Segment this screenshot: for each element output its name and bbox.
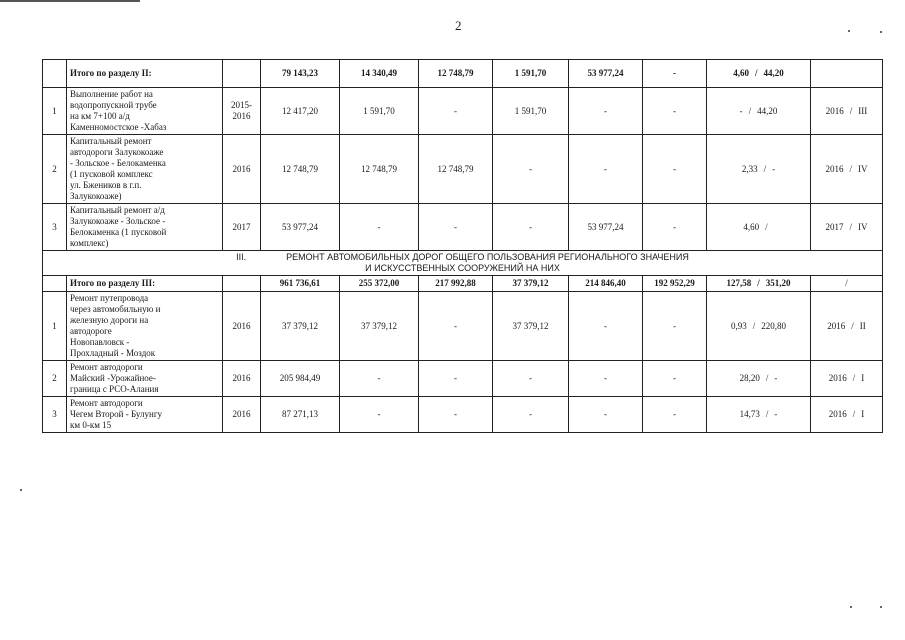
section3-total-km bbox=[707, 276, 811, 292]
description-line: Белокаменка (1 пусковой bbox=[70, 227, 167, 237]
empty-cell bbox=[43, 276, 67, 292]
row-period bbox=[811, 397, 883, 433]
description-line: граница с РСО-Алания bbox=[70, 384, 159, 394]
section3-total-c5: 192 952,29 bbox=[643, 276, 707, 292]
p-q: III bbox=[858, 105, 868, 116]
p-q: II bbox=[859, 320, 866, 331]
row-description bbox=[67, 135, 223, 204]
description-line: Ремонт автодороги bbox=[70, 398, 143, 408]
row-km bbox=[707, 135, 811, 204]
description-line: Майский -Урожайное- bbox=[70, 373, 156, 383]
scan-speck bbox=[850, 606, 852, 608]
section3-title-line1: РЕМОНТ АВТОМОБИЛЬНЫХ ДОРОГ ОБЩЕГО ПОЛЬЗОВАНИЯ РЕГИОНАЛЬНОГО ЗНАЧЕНИЯ bbox=[286, 252, 689, 262]
km-b: 44,20 bbox=[757, 105, 778, 116]
row-km bbox=[707, 204, 811, 251]
year-line: 2016 bbox=[232, 111, 251, 121]
km-a: 2,33 bbox=[741, 163, 758, 174]
p-year: 2016 bbox=[828, 409, 847, 419]
row-c4: - bbox=[569, 135, 643, 204]
km-a: 4,60 bbox=[743, 221, 760, 232]
row-c1: - bbox=[340, 397, 419, 433]
row-number: 2 bbox=[43, 361, 67, 397]
row-total: 12 748,79 bbox=[261, 135, 340, 204]
section3-roman: III. bbox=[236, 252, 247, 262]
scan-speck bbox=[20, 489, 22, 491]
km-b: - bbox=[772, 163, 776, 174]
description-line: через автомобильную и bbox=[70, 304, 161, 314]
km-a: 127,58 bbox=[726, 278, 752, 288]
row-c5: - bbox=[643, 88, 707, 135]
row-total: 205 984,49 bbox=[261, 361, 340, 397]
row-c2: 12 748,79 bbox=[419, 135, 493, 204]
row-c1: 37 379,12 bbox=[340, 292, 419, 361]
km-sep: / bbox=[754, 68, 758, 78]
p-sep: / bbox=[852, 373, 856, 383]
section2-total-period bbox=[811, 60, 883, 88]
row-years bbox=[223, 88, 261, 135]
row-years bbox=[223, 397, 261, 433]
section3-total-sum: 961 736,61 bbox=[261, 276, 340, 292]
p-sep: / bbox=[849, 105, 853, 116]
program-table bbox=[42, 59, 883, 433]
table-row bbox=[43, 397, 883, 433]
year-line: 2015- bbox=[231, 100, 252, 110]
row-c4: - bbox=[569, 397, 643, 433]
section2-total-c1: 14 340,49 bbox=[340, 60, 419, 88]
row-years bbox=[223, 292, 261, 361]
km-sep: / bbox=[757, 278, 760, 288]
row-c4: 53 977,24 bbox=[569, 204, 643, 251]
section3-total-c2: 217 992,88 bbox=[419, 276, 493, 292]
row-c2: - bbox=[419, 361, 493, 397]
section3-total-row bbox=[43, 276, 883, 292]
section2-total-km bbox=[707, 60, 811, 88]
description-line: Ремонт путепровода bbox=[70, 293, 149, 303]
row-c3: - bbox=[493, 204, 569, 251]
description-line: Залукокоаже) bbox=[70, 191, 122, 201]
description-line: железную дороги на bbox=[70, 315, 149, 325]
km-b: - bbox=[774, 373, 778, 383]
km-a: 0,93 bbox=[730, 320, 747, 331]
row-c5: - bbox=[643, 361, 707, 397]
section3-total-c4: 214 846,40 bbox=[569, 276, 643, 292]
section3-total-year bbox=[223, 276, 261, 292]
description-line: Каменномостское -Хабаз bbox=[70, 122, 167, 132]
row-years bbox=[223, 361, 261, 397]
empty-cell bbox=[43, 60, 67, 88]
year-line: 2017 bbox=[232, 221, 251, 232]
section3-total-c1: 255 372,00 bbox=[340, 276, 419, 292]
row-km bbox=[707, 88, 811, 135]
row-number: 3 bbox=[43, 397, 67, 433]
description-line: Чегем Второй - Булунгу bbox=[70, 409, 163, 419]
description-line: - Зольское - Белокаменка bbox=[70, 158, 166, 168]
p-year: 2016 bbox=[827, 320, 846, 331]
table-row bbox=[43, 88, 883, 135]
description-line: Прохладный - Моздок bbox=[70, 348, 156, 358]
table-row bbox=[43, 204, 883, 251]
row-km bbox=[707, 397, 811, 433]
row-years bbox=[223, 204, 261, 251]
section3-total-label: Итого по разделу III: bbox=[67, 276, 223, 292]
row-c3: - bbox=[493, 361, 569, 397]
table-row bbox=[43, 135, 883, 204]
scan-speck bbox=[880, 31, 882, 33]
row-c1: - bbox=[340, 361, 419, 397]
section2-total-c2: 12 748,79 bbox=[419, 60, 493, 88]
row-total: 53 977,24 bbox=[261, 204, 340, 251]
row-description bbox=[67, 292, 223, 361]
section2-total-label: Итого по разделу II: bbox=[67, 60, 223, 88]
row-c1: 12 748,79 bbox=[340, 135, 419, 204]
page-number: 2 bbox=[455, 18, 462, 33]
p-q: IV bbox=[858, 221, 868, 232]
row-period bbox=[811, 88, 883, 135]
row-c5: - bbox=[643, 397, 707, 433]
km-sep: / bbox=[765, 409, 769, 419]
year-line: 2016 bbox=[232, 409, 251, 419]
table-row bbox=[43, 292, 883, 361]
p-year: 2016 bbox=[828, 373, 847, 383]
section2-total-sum: 79 143,23 bbox=[261, 60, 340, 88]
section3-total-period: / bbox=[811, 276, 883, 292]
row-years bbox=[223, 135, 261, 204]
p-year: 2016 bbox=[825, 105, 844, 116]
section2-total-c5: - bbox=[643, 60, 707, 88]
row-c2: - bbox=[419, 397, 493, 433]
description-line: Капитальный ремонт bbox=[70, 136, 152, 146]
section2-total-year bbox=[223, 60, 261, 88]
km-sep: / bbox=[765, 373, 769, 383]
row-number: 3 bbox=[43, 204, 67, 251]
km-b: 44,20 bbox=[763, 68, 784, 78]
row-c1: - bbox=[340, 204, 419, 251]
description-line: Новопавловск - bbox=[70, 337, 130, 347]
km-a: - bbox=[739, 105, 743, 116]
km-a: 4,60 bbox=[733, 68, 749, 78]
scan-speck bbox=[848, 30, 850, 32]
p-sep: / bbox=[849, 163, 852, 174]
row-c3: - bbox=[493, 135, 569, 204]
km-sep: / bbox=[752, 320, 756, 331]
p-sep: / bbox=[852, 409, 856, 419]
row-c3: 37 379,12 bbox=[493, 292, 569, 361]
row-c4: - bbox=[569, 292, 643, 361]
row-period bbox=[811, 204, 883, 251]
row-period bbox=[811, 135, 883, 204]
row-description bbox=[67, 88, 223, 135]
description-line: км 0-км 15 bbox=[70, 420, 112, 430]
description-line: водопропускной трубе bbox=[70, 100, 157, 110]
p-sep: / bbox=[851, 320, 854, 331]
row-c2: - bbox=[419, 88, 493, 135]
section2-total-row bbox=[43, 60, 883, 88]
p-q: I bbox=[861, 373, 865, 383]
description-line: Капитальный ремонт а/д bbox=[70, 205, 165, 215]
row-c2: - bbox=[419, 204, 493, 251]
row-total: 87 271,13 bbox=[261, 397, 340, 433]
description-line: (1 пусковой комплекс bbox=[70, 169, 153, 179]
description-line: автодороге bbox=[70, 326, 112, 336]
row-km bbox=[707, 292, 811, 361]
km-b: 220,80 bbox=[761, 320, 786, 331]
km-sep: / bbox=[763, 163, 767, 174]
p-q: I bbox=[861, 409, 865, 419]
description-line: Выполнение работ на bbox=[70, 89, 153, 99]
km-a: 28,20 bbox=[739, 373, 760, 383]
section3-title-line2: И ИСКУССТВЕННЫХ СООРУЖЕНИЙ НА НИХ bbox=[365, 263, 560, 273]
row-number: 1 bbox=[43, 88, 67, 135]
row-description bbox=[67, 397, 223, 433]
row-number: 1 bbox=[43, 292, 67, 361]
description-line: Залукокоаже - Зольское - bbox=[70, 216, 166, 226]
description-line: Ремонт автодороги bbox=[70, 362, 143, 372]
section3-heading-row bbox=[43, 251, 883, 276]
row-c5: - bbox=[643, 204, 707, 251]
km-a: 14,73 bbox=[739, 409, 760, 419]
section2-total-c3: 1 591,70 bbox=[493, 60, 569, 88]
row-number: 2 bbox=[43, 135, 67, 204]
row-c5: - bbox=[643, 135, 707, 204]
year-line: 2016 bbox=[232, 373, 251, 383]
row-total: 12 417,20 bbox=[261, 88, 340, 135]
row-c2: - bbox=[419, 292, 493, 361]
km-b: 351,20 bbox=[765, 278, 791, 288]
year-line: 2016 bbox=[232, 320, 251, 331]
row-period bbox=[811, 361, 883, 397]
row-description bbox=[67, 204, 223, 251]
row-c5: - bbox=[643, 292, 707, 361]
description-line: автодороги Залукокоаже bbox=[70, 147, 164, 157]
description-line: ул. Бжеников в г.п. bbox=[70, 180, 142, 190]
row-description bbox=[67, 361, 223, 397]
row-c3: - bbox=[493, 397, 569, 433]
km-sep: / bbox=[765, 221, 768, 232]
section2-total-c4: 53 977,24 bbox=[569, 60, 643, 88]
row-km bbox=[707, 361, 811, 397]
km-b: - bbox=[774, 409, 778, 419]
km-sep: / bbox=[748, 105, 752, 116]
year-line: 2016 bbox=[232, 163, 251, 174]
description-line: комплекс) bbox=[70, 238, 109, 248]
section3-heading bbox=[43, 251, 883, 276]
p-q: IV bbox=[858, 163, 868, 174]
scan-speck bbox=[880, 606, 882, 608]
table-row bbox=[43, 361, 883, 397]
section2-rows bbox=[43, 88, 883, 251]
section3-total-c3: 37 379,12 bbox=[493, 276, 569, 292]
row-c3: 1 591,70 bbox=[493, 88, 569, 135]
scan-edge-line bbox=[0, 0, 140, 2]
row-period bbox=[811, 292, 883, 361]
p-year: 2017 bbox=[825, 221, 844, 232]
row-c1: 1 591,70 bbox=[340, 88, 419, 135]
p-year: 2016 bbox=[825, 163, 844, 174]
row-c4: - bbox=[569, 361, 643, 397]
p-sep: / bbox=[849, 221, 852, 232]
section3-rows bbox=[43, 292, 883, 433]
description-line: на км 7+100 а/д bbox=[70, 111, 130, 121]
row-total: 37 379,12 bbox=[261, 292, 340, 361]
row-c4: - bbox=[569, 88, 643, 135]
